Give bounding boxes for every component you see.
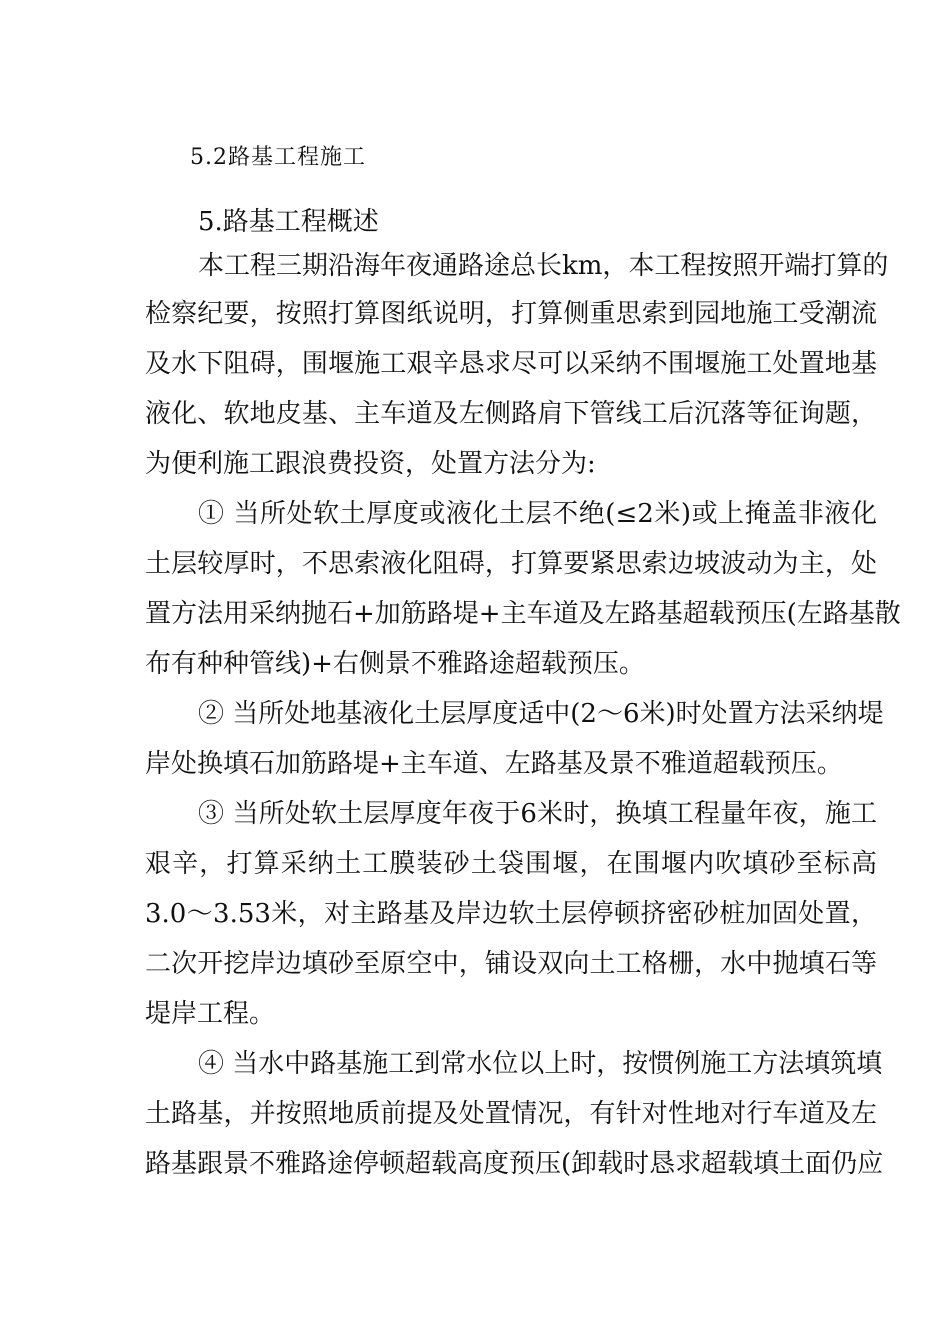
paragraph-line: 检察纪要，按照打算图纸说明，打算侧重思索到园地施工受潮流 — [145, 299, 877, 329]
paragraph-line: 艰辛，打算采纳土工膜装砂土袋围堰，在围堰内吹填砂至标高 — [145, 849, 877, 879]
paragraph-line: 及水下阻碍，围堰施工艰辛恳求尽可以采纳不围堰施工处置地基 — [145, 349, 877, 379]
paragraph-line: 二次开挖岸边填砂至原空中，铺设双向土工格栅，水中抛填石等 — [145, 949, 877, 979]
paragraph-line: 3.0～3.53米，对主路基及岸边软土层停顿挤密砂桩加固处置， — [145, 899, 877, 929]
paragraph-line: 液化、软地皮基、主车道及左侧路肩下管线工后沉落等征询题， — [145, 399, 877, 429]
section-heading: 5.2路基工程施工 — [190, 145, 366, 170]
paragraph-line: ④ 当水中路基施工到常水位以上时，按惯例施工方法填筑填 — [198, 1049, 883, 1079]
paragraph-line: 为便利施工跟浪费投资，处置方法分为: — [145, 449, 596, 479]
paragraph-line: ③ 当所处软土层厚度年夜于6米时，换填工程量年夜，施工 — [198, 799, 877, 829]
paragraph-line: 布有种种管线)+右侧景不雅路途超载预压。 — [145, 649, 645, 679]
paragraph-line: 路基跟景不雅路途停顿超载高度预压(卸载时恳求超载填土面仍应 — [145, 1149, 884, 1179]
paragraph-line: 置方法用采纳抛石+加筋路堤+主车道及左路基超载预压(左路基散 — [145, 599, 901, 629]
paragraph-line: ② 当所处地基液化土层厚度适中(2～6米)时处置方法采纳堤 — [198, 699, 884, 729]
paragraph-line: 本工程三期沿海年夜通路途总长km，本工程按照开端打算的 — [198, 251, 889, 281]
paragraph-line: ① 当所处软土厚度或液化土层不绝(≤2米)或上掩盖非液化 — [198, 499, 877, 529]
paragraph-line: 岸处换填石加筋路堤+主车道、左路基及景不雅道超载预压。 — [145, 749, 843, 779]
subsection-heading: 5.路基工程概述 — [198, 207, 379, 237]
paragraph-line: 土路基，并按照地质前提及处置情况，有针对性地对行车道及左 — [145, 1099, 877, 1129]
paragraph-line: 土层较厚时，不思索液化阻碍，打算要紧思索边坡波动为主，处 — [145, 549, 877, 579]
paragraph-line: 堤岸工程。 — [145, 999, 276, 1029]
